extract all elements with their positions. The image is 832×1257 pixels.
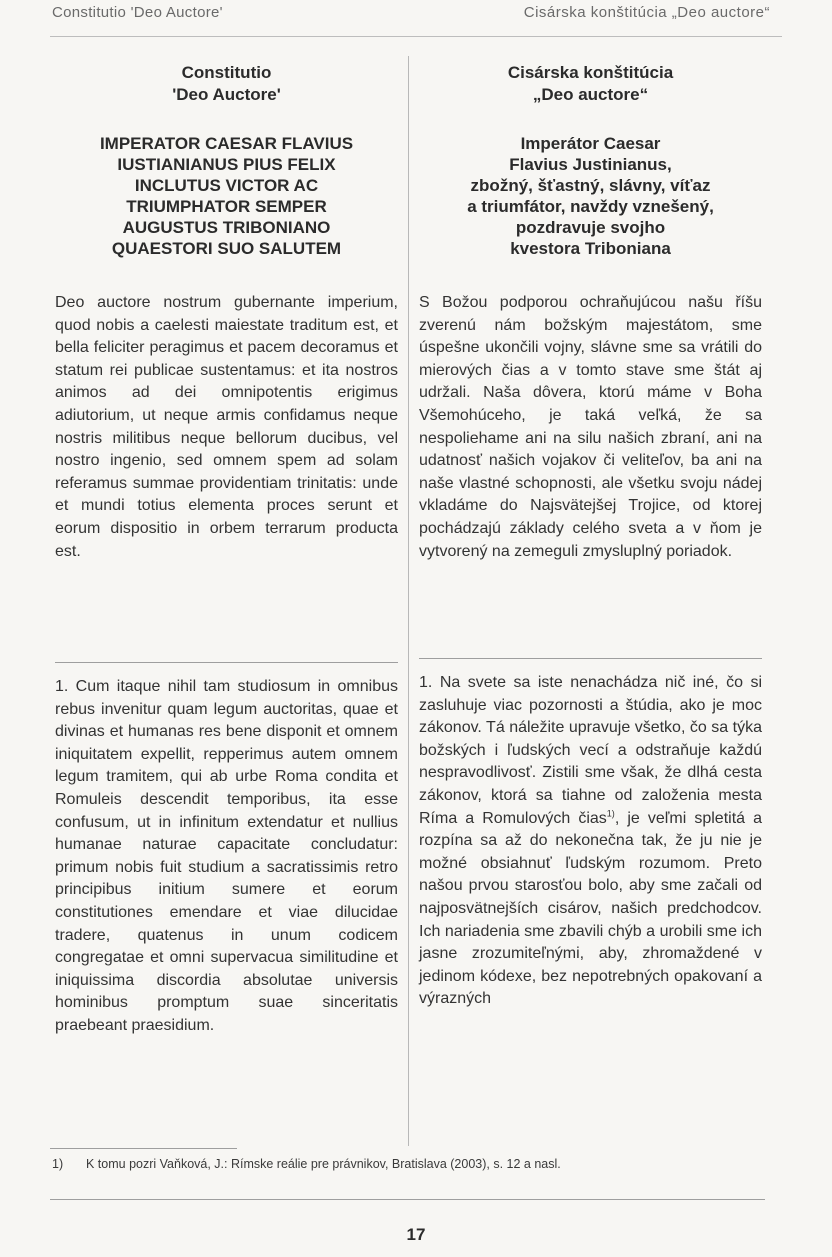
latin-column-header — [55, 62, 398, 106]
latin-section-rule — [55, 662, 398, 663]
slovak-section-1-text-a: Na svete sa iste nenachádza nič iné, čo si zasluhuje viac pozornosti a štúdia, ako je moc zákonov. Tá náležite upravuje všetko, čo sa týka božských i ľudských vecí a odstraňuje každú nespravodlivosť. Zistili sme však, že dlhá cesta zákonov, ktorá sa tiahne od založenia mesta Ríma a Romulových čias — [419, 674, 762, 827]
slovak-heading-line: Flavius Justinianus, — [509, 155, 672, 174]
latin-heading-line: IUSTIANIANUS PIUS FELIX — [117, 155, 336, 174]
slovak-heading-line: a triumfátor, navždy vznešený, — [467, 197, 714, 216]
footnote-reference: 1) — [606, 808, 615, 819]
slovak-title-line1: Cisárska konštitúcia — [507, 63, 674, 82]
latin-heading-line: INCLUTUS VICTOR AC — [134, 176, 319, 195]
slovak-preamble — [419, 292, 762, 563]
slovak-heading-line: zbožný, šťastný, slávny, víťaz — [470, 176, 711, 195]
slovak-section-1-paragraph — [419, 672, 762, 1011]
slovak-section-1-number: 1. — [419, 674, 433, 691]
slovak-heading-line: pozdravuje svojho — [515, 218, 666, 237]
slovak-preamble-text: S Božou podporou ochraňujúcou našu říšu zverenú nám božským majestátom, sme úspešne ukončili vojny, slávne sme sa vrátili do mierových čias a v tomto stave sme štát aj udržali. Naša dôvera, ktorú máme v Boha Všemohúceho, je taká veľká, že sa nespoliehame ani na silu našich zbraní, ani na udatnosť našich vojakov či veliteľov, ba ani na naše vlastné schopnosti, ale všetku svoju nádej vkladáme do Najsvätejšej Trojice, od ktorej pochádzajú základy celého sveta a v ňom je vytvorený na zemeguli zmysluplný poriadok. — [419, 294, 762, 560]
bottom-rule — [50, 1199, 765, 1200]
latin-section-1 — [55, 676, 398, 1038]
slovak-section-1 — [419, 672, 762, 1011]
latin-section-1-paragraph — [55, 676, 398, 1038]
footnote-rule — [50, 1148, 237, 1149]
running-head — [0, 0, 832, 32]
latin-heading-line: QUAESTORI SUO SALUTEM — [111, 239, 342, 258]
latin-heading — [55, 133, 398, 259]
latin-title-line1: Constitutio — [181, 63, 272, 82]
latin-title-line2: 'Deo Auctore' — [172, 85, 281, 104]
latin-heading-line: TRIUMPHATOR SEMPER — [126, 197, 327, 216]
running-head-left: Constitutio 'Deo Auctore' — [52, 4, 223, 21]
header-rule — [50, 36, 782, 37]
slovak-section-rule — [419, 658, 762, 659]
slovak-section-1-text-b: , je veľmi spletitá a rozpína sa až do nekonečna tak, že ju nie je možné obsiahnuť ľudským rozumom. Preto našou prvou starosťou bolo, aby sme začali od najposvätnejších cisárov, našich predchodcov. Ich nariadenia sme zbavili chýb a urobili sme ich jasne zrozumiteľnými, aby, zhromaždené v jedinom kódexe, bez nepotrebných opakovaní a výrazných — [419, 809, 762, 1008]
latin-preamble-text: Deo auctore nostrum gubernante imperium, quod nobis a caelesti maiestate traditum est, et bella feliciter peragimus et pacem decoramus et statum rei publicae sustentamus: et ita nostros animos ad dei omnipotentis erigimus adiutorium, ut neque armis confidamus neque nostris militibus neque bellorum ducibus, vel nostro ingenio, sed omnem spem ad solam referamus summae providentiam trinitatis: unde et mundi totius elementa proces serunt et eorum dispositio in orbem terrarum producta est. — [55, 294, 398, 560]
running-head-right: Cisárska konštitúcia „Deo auctore“ — [523, 4, 770, 21]
slovak-column-header — [419, 62, 762, 106]
latin-heading-line: AUGUSTUS TRIBONIANO — [122, 218, 331, 237]
footnote-mark: 1) — [52, 1157, 64, 1171]
slovak-title-line2: „Deo auctore“ — [532, 85, 649, 104]
latin-section-1-text: Cum itaque nihil tam studiosum in omnibus rebus invenitur quam legum auctoritas, quae et divinas et humanas res bene disponit et omnem iniquitatem expellit, repperimus autem omnem legum tramitem, qui ab urbe Roma condita et Romuleis descendit temporibus, ita esse confusum, ut in infinitum extendatur et nullius humanae naturae capacitate concludatur: primum nobis fuit studium a sacratissimis retro principibus initium sumere et eorum constitutiones emendare et viae dilucidae tradere, quatenus in unum codicem congregatae et omni supervacua similitudine et iniquissima discordia absolutae universis hominibus promptum suae sinceritatis praebeant praesidium. — [55, 678, 398, 1034]
slovak-heading-line: kvestora Triboniana — [510, 239, 671, 258]
latin-preamble — [55, 292, 398, 563]
latin-section-1-number: 1. — [55, 678, 69, 695]
page-number: 17 — [406, 1225, 426, 1244]
column-divider — [408, 56, 409, 1146]
latin-heading-line: IMPERATOR CAESAR FLAVIUS — [99, 134, 354, 153]
footnote — [52, 1157, 561, 1171]
slovak-heading-line: Imperátor Caesar — [520, 134, 661, 153]
slovak-heading — [419, 133, 762, 259]
footnote-text: K tomu pozri Vaňková, J.: Rímske reálie pre právnikov, Bratislava (2003), s. 12 a nasl. — [86, 1157, 561, 1171]
